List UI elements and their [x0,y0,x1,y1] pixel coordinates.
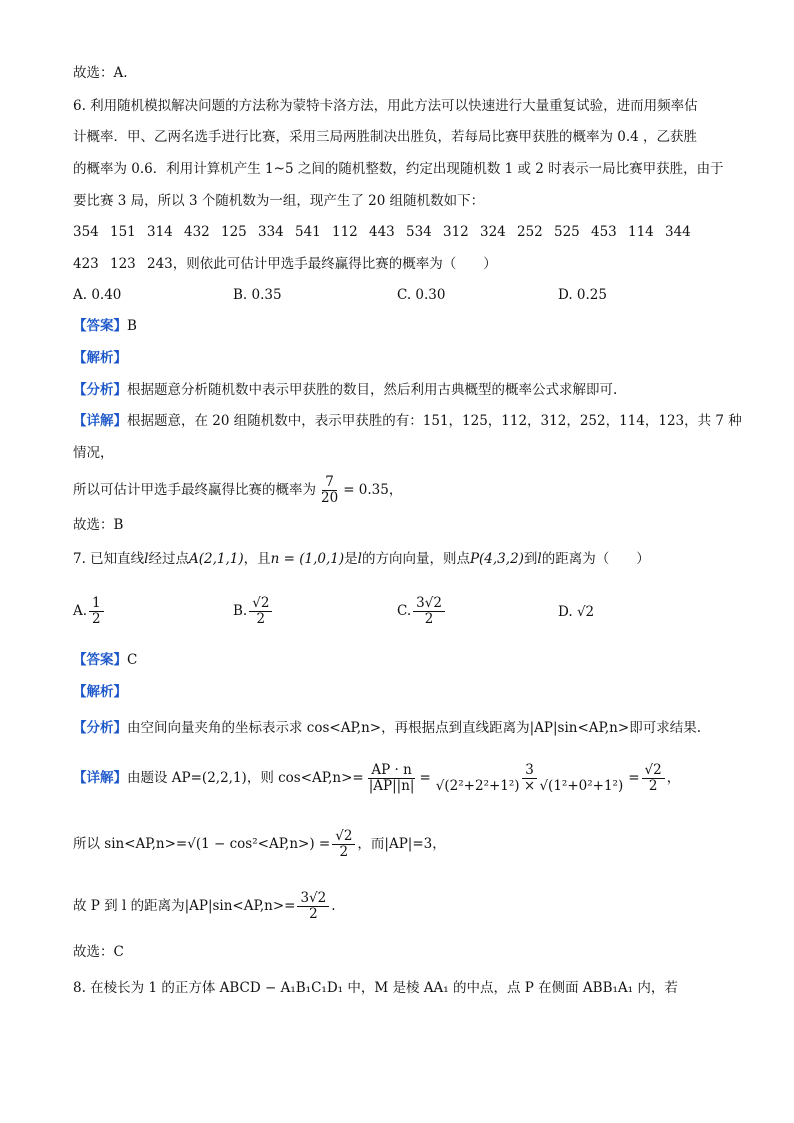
q6-xiangjie-1: 【详解】根据题意，在 20 组随机数中，表示甲获胜的有：151，125，112，312，252，114，123，共 7 种 [73,413,742,429]
q7-option-a: A. $\frac{1}{2}$ [73,596,106,627]
q6-answer: 【答案】B [73,318,137,334]
prev-answer: 故选：A. [73,65,128,81]
q7-fenxi: 【分析】由空间向量夹角的坐标表示求 cos<AP,n>，再根据点到直线距离为|AP|sin<AP,n>即可求结果. [73,720,701,736]
q6-text-line-1: 6. 利用随机模拟解决问题的方法称为蒙特卡洛方法，用此方法可以快速进行大量重复试验，进而用频率估 [73,98,698,114]
q7-stem: 7. 已知直线l经过点A(2,1,1)，且n = (1,0,1)是l的方向向量，则点P(4,3,2)到l的距离为（ ） [73,551,650,567]
q6-text-line-4: 要比赛 3 局，所以 3 个随机数为一组，现产生了 20 组随机数如下： [73,193,485,209]
q6-text-line-3: 的概率为 0.6．利用计算机产生 1~5 之间的随机整数，约定出现随机数 1 或 2 时表示一局比赛甲获胜，由于 [73,161,724,177]
q6-analysis-heading: 【解析】 [73,350,127,366]
q7-xiangjie-2: 所以 sin<AP,n>=√(1 − cos²<AP,n>) = $\frac{√2}{2}$ ，而|AP|=3， [73,828,446,860]
q6-fenxi: 【分析】根据题意分析随机数中表示甲获胜的数目，然后利用古典概型的概率公式求解即可. [73,382,618,398]
q7-option-d: D. √2 [558,604,595,620]
q7-option-b: B. $\frac{√2}{2}$ [233,596,274,627]
q7-xiangjie-3: 故 P 到 l 的距离为|AP|sin<AP,n>= $\frac{3√2}{2}$ . [73,890,336,922]
q6-option-c: C. 0.30 [397,287,446,303]
q6-xiangjie-3: 所以可估计甲选手最终赢得比赛的概率为 $\frac{7}{20}$ = 0.35， [73,474,403,506]
q6-final: 故选：B [73,517,124,533]
q7-option-c: C. $\frac{3√2}{2}$ [397,596,447,627]
q8-stem: 8. 在棱长为 1 的正方体 ABCD − A₁B₁C₁D₁ 中，M 是棱 AA₁ 的中点，点 P 在侧面 ABB₁A₁ 内，若 [73,980,678,996]
q7-final: 故选：C [73,944,124,960]
q6-text-line-2: 计概率．甲、乙两名选手进行比赛，采用三局两胜制决出胜负，若每局比赛甲获胜的概率为 0.4 ，乙获胜 [73,129,698,145]
q6-option-d: D. 0.25 [558,287,607,303]
q7-answer: 【答案】C [73,652,138,668]
q6-xiangjie-2: 情况， [73,445,114,461]
q6-option-b: B. 0.35 [233,287,282,303]
fraction-7-20: $\frac{7}{20}$ [321,474,339,506]
q7-analysis-heading: 【解析】 [73,684,127,700]
q6-option-a: A. 0.40 [73,287,122,303]
q7-xiangjie-1: 【详解】由题设 AP=(2,2,1)，则 cos<AP,n>= $\frac{AP \cdot n}{|AP||n|}$ = $\frac{3}{\text{√(2²+2²+1²) × √(1²+0²+1²)}}$ = $\frac{√2}{2}$ ， [73,762,681,794]
random-numbers-row-1: 354 151 314 432 125 334 541 112 443 534 312 324 252 525 453 114 344 [73,224,691,240]
random-numbers-row-2: 423 123 243，则依此可估计甲选手最终赢得比赛的概率为（ ） [73,256,497,272]
